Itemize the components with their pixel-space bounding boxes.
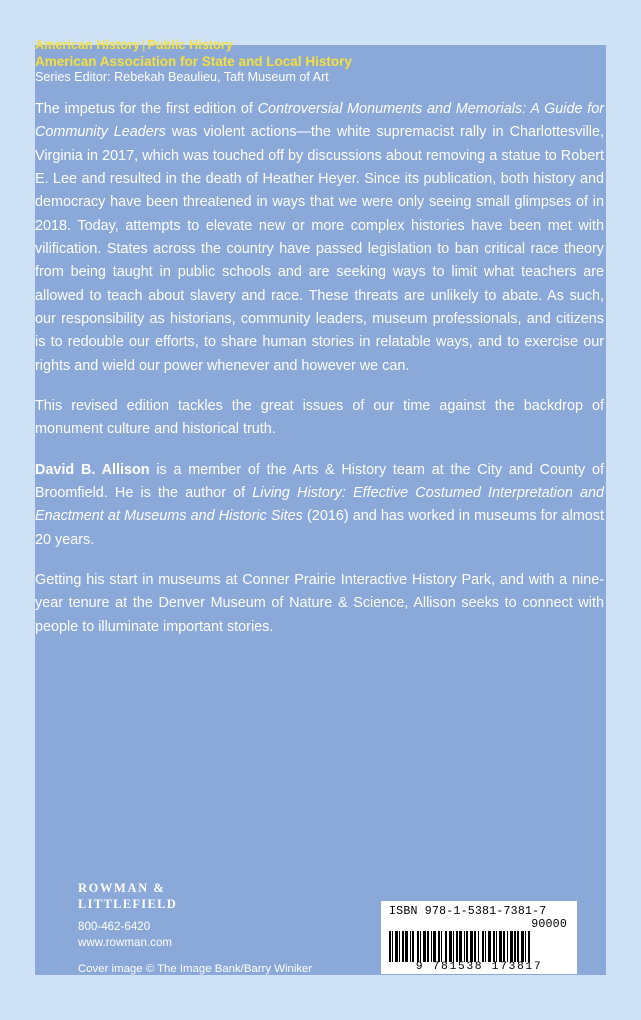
paragraph-1 — [35, 98, 604, 378]
barcode-block — [381, 901, 577, 974]
series-category-1: American History — [35, 38, 141, 52]
series-category-2: Public History — [147, 38, 233, 52]
series-organization: American Association for State and Local History — [35, 54, 352, 69]
p3-text-part-1: is a member of the Arts & History team at the City and County of Broomfield. He is the author of — [35, 461, 604, 501]
barcode-digits: 9 781538 173817 — [415, 961, 543, 973]
publisher-website[interactable]: www.rowman.com — [78, 935, 173, 949]
barcode-bars — [389, 931, 569, 962]
publisher-phone: 800-462-6420 — [78, 920, 151, 933]
series-categories — [35, 38, 604, 52]
paragraph-4: Getting his start in museums at Conner Prairie Interactive History Park, and with a nine-year tenure at the Denver Museum of Nature & Science, Allison seeks to connect with people to illuminate important stories. — [35, 571, 604, 635]
series-separator: | — [142, 38, 146, 52]
price-code: 90000 — [531, 918, 567, 931]
isbn-text: ISBN 978-1-5381-7381-7 — [389, 905, 547, 918]
publisher-line-2: LITTLEFIELD — [78, 897, 178, 911]
p3-book-title: Living History: Effective Costumed Interpretation and Enactment at Museums and Historic Sites — [35, 484, 605, 525]
p1-text-part-1: The impetus for the first edition of — [35, 101, 258, 117]
p1-book-title: Controversial Monuments and Memorials: A Guide for Community Leaders — [35, 101, 604, 141]
paragraph-3 — [35, 459, 604, 552]
author-name: David B. Allison — [35, 461, 150, 478]
p1-text-part-2: was violent actions—the white supremacist rally in Charlottesville, Virginia in 2017, which was touched off by discussions about removing a statue to Robert E. Lee and resulted in the death of Heather Heyer. Since its publication, both history and democracy have been threatened in ways that we were only seeing small glimpses of in 2018. Today, attempts to elevate new or more complex histories have been met with vilification. States across the country have passed legislation to ban critical race theory from being taught in public schools and are seeking ways to limit what teachers are allowed to teach about slavery and race. These threats are unlikely to abate. As such, our responsibility as historians, community leaders, museum professionals, and citizens is to redouble our efforts, to share human stories in relatable ways, and to exercise our rights and wield our power whenever and however we can. — [35, 124, 604, 374]
cover-image-credit: Cover image © The Image Bank/Barry Winiker — [78, 963, 313, 975]
publisher-line-1: ROWMAN & — [78, 881, 166, 895]
paragraph-2: This revised edition tackles the great issues of our time against the backdrop of monument culture and historical truth. — [35, 397, 604, 438]
p3-text-part-2: (2016) and has worked in museums for almost 20 years. — [35, 508, 604, 548]
series-editor: Series Editor: Rebekah Beaulieu, Taft Museum of Art — [35, 70, 329, 84]
cover-content — [35, 38, 604, 656]
